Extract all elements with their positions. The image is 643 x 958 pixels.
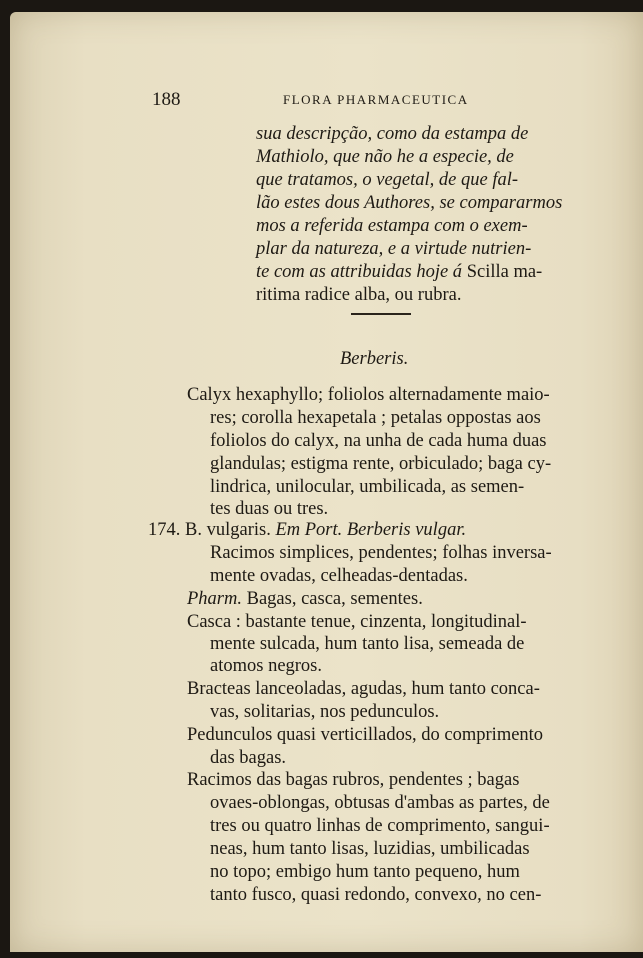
pharm-label: Pharm. [187, 589, 242, 609]
text-line-3: que tratamos, o vegetal, de que fal- [256, 170, 519, 190]
body-line-4: glandulas; estigma rente, orbiculado; baga cy- [210, 454, 552, 474]
body-line-13: atomos negros. [210, 656, 323, 676]
pharm-text: Bagas, casca, sementes. [242, 589, 423, 609]
body-line-14: Bracteas lanceoladas, agudas, hum tanto conca- [187, 679, 540, 699]
text-line-1: sua descripção, como da estampa de [256, 124, 529, 144]
text-line-8: ritima radice alba, ou rubra. [256, 285, 462, 305]
body-line-5: lindrica, unilocular, umbilicada, as semen- [210, 477, 525, 497]
body-line-12: mente sulcada, hum tanto lisa, semeada de [210, 634, 525, 654]
body-line-17: das bagas. [210, 748, 287, 768]
text-line-7-italic: te com as attribuidas hoje á [256, 262, 463, 282]
body-line-22: no topo; embigo hum tanto pequeno, hum [210, 862, 520, 882]
body-line-11: Casca : bastante tenue, cinzenta, longitudinal- [187, 612, 527, 632]
species-portuguese-name: Em Port. Berberis vulgar. [275, 520, 467, 540]
body-line-16: Pedunculos quasi verticillados, do comprimento [187, 725, 544, 745]
body-line-9: mente ovadas, celheadas-dentadas. [210, 566, 468, 586]
text-line-6: plar da natureza, e a virtude nutrien- [256, 239, 532, 259]
text-line-4: lão estes dous Authores, se compararmos [256, 193, 563, 213]
body-line-15: vas, solitarias, nos pedunculos. [210, 702, 440, 722]
body-line-1: Calyx hexaphyllo; foliolos alternadamente maio- [187, 385, 550, 405]
text-line-7 [256, 263, 542, 282]
body-line-19: ovaes-oblongas, obtusas d'ambas as partes, de [210, 793, 550, 813]
body-line-8: Racimos simplices, pendentes; folhas inversa- [210, 543, 552, 563]
species-line [148, 521, 466, 540]
body-line-18: Racimos das bagas rubros, pendentes ; bagas [187, 770, 520, 790]
text-line-2: Mathiolo, que não he a especie, de [256, 147, 514, 167]
section-title: Berberis. [340, 349, 409, 369]
pharm-line [187, 590, 423, 609]
body-line-2: res; corolla hexapetala ; petalas oppostas aos [210, 408, 541, 428]
running-title: FLORA PHARMACEUTICA [283, 92, 469, 107]
page-number: 188 [152, 89, 181, 110]
text-line-5: mos a referida estampa com o exem- [256, 216, 528, 236]
species-number-name: 174. B. vulgaris. [148, 520, 271, 540]
body-line-20: tres ou quatro linhas de comprimento, sangui- [210, 816, 550, 836]
body-line-21: neas, hum tanto lisas, luzidias, umbilicadas [210, 839, 530, 859]
text-line-7-roman: Scilla ma- [462, 262, 543, 282]
body-line-23: tanto fusco, quasi redondo, convexo, no cen- [210, 885, 542, 905]
body-line-6: tes duas ou tres. [210, 499, 329, 519]
book-page [10, 12, 643, 952]
body-line-3: foliolos do calyx, na unha de cada huma duas [210, 431, 547, 451]
section-divider [351, 313, 411, 315]
